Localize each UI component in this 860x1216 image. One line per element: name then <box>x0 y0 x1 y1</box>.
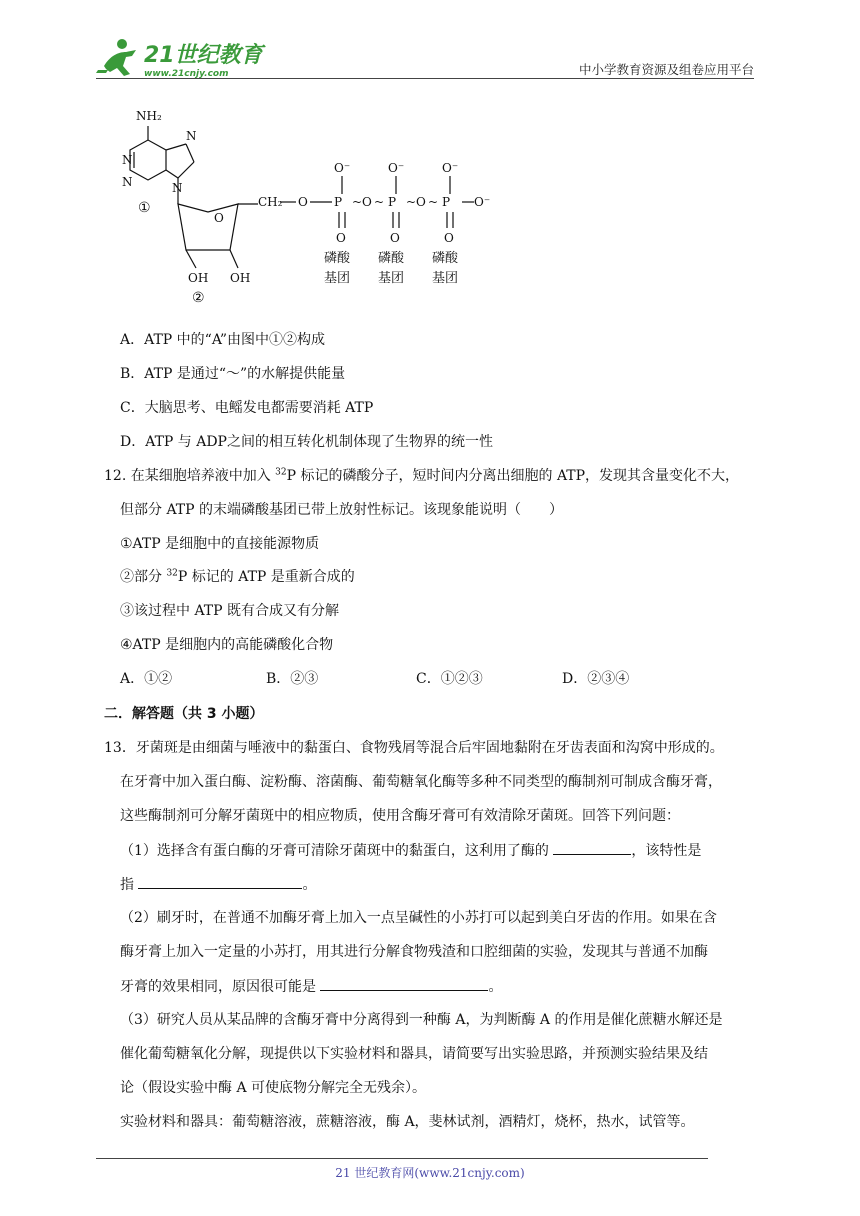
q12-statement-1: ①ATP 是细胞中的直接能源物质 <box>120 536 320 552</box>
q12-stem-line1: 12. 在某细胞培养液中加入 $^{32}$P 标记的磷酸分子，短时间内分离出细胞的 ATP，发现其含量变化不大， <box>104 467 740 484</box>
label-phosphate-1a: 磷酸 <box>324 251 351 266</box>
label-o-minus-2: O⁻ <box>388 161 405 175</box>
q11-option-d: D．ATP 与 ADP之间的相互转化机制体现了生物界的统一性 <box>120 434 493 450</box>
label-n1: N <box>122 153 133 167</box>
label-phosphate-3a: 磷酸 <box>432 251 459 266</box>
q12-stem-line2: 但部分 ATP 的末端磷酸基团已带上放射性标记。该现象能说明（ ） <box>120 502 564 518</box>
q12-option-b: B．②③ <box>266 671 319 687</box>
q12-option-d: D．②③④ <box>562 671 630 687</box>
label-n3: N <box>122 175 133 189</box>
label-tilde-1: ~ <box>352 195 363 209</box>
q13-part3-line1: （3）研究人员从某品牌的含酶牙膏中分离得到一种酶 A，为判断酶 A 的作用是催化蔗糖水解还是 <box>120 1012 723 1028</box>
q13-part3-line3: 论（假设实验中酶 A 可使底物分解完全无残余）。 <box>120 1080 427 1096</box>
label-o-double-3: O <box>444 231 454 245</box>
site-logo <box>96 36 266 80</box>
footer-divider <box>96 1158 708 1159</box>
label-phosphate-3b: 基团 <box>432 271 459 286</box>
q13-stem-line2: 在牙膏中加入蛋白酶、淀粉酶、溶菌酶、葡萄糖氧化酶等多种不同类型的酶制剂可制成含酶牙膏， <box>120 774 722 790</box>
label-o-minus-end: O⁻ <box>474 195 491 209</box>
label-o-double-1: O <box>336 231 346 245</box>
label-tilde-4: ~ <box>428 195 439 209</box>
answer-blank-3[interactable] <box>320 976 488 991</box>
label-ch2: CH₂ <box>258 195 283 209</box>
q12-statement-2: ②部分 $^{32}$P 标记的 ATP 是重新合成的 <box>120 568 355 585</box>
q12-statement-3: ③该过程中 ATP 既有合成又有分解 <box>120 603 340 619</box>
footer-site[interactable]: 21 世纪教育网(www.21cnjy.com) <box>335 1166 525 1180</box>
atp-structure-diagram <box>112 100 512 320</box>
q11-option-b: B．ATP 是通过“～”的水解提供能量 <box>120 366 346 382</box>
logo-text: 21世纪教育 <box>144 43 263 68</box>
label-tilde-3: ~ <box>406 195 417 209</box>
label-p2: P <box>388 195 397 209</box>
label-o-bridge-2: O <box>416 195 426 209</box>
q13-part1-line2: 指 。 <box>120 874 316 895</box>
label-oh-left: OH <box>188 271 209 285</box>
label-nh2: NH₂ <box>136 109 162 123</box>
q13-stem-line3: 这些酶制剂可分解牙菌斑中的相应物质，使用含酶牙膏可有效清除牙菌斑。回答下列问题： <box>120 808 680 824</box>
answer-blank-2[interactable] <box>138 874 302 889</box>
label-n9: N <box>172 181 183 195</box>
q11-option-c: C．大脑思考、电鳐发电都需要消耗 ATP <box>120 400 374 416</box>
q13-part1-line1: （1）选择含有蛋白酶的牙膏可清除牙菌斑中的黏蛋白，这利用了酶的 ，该特性是 <box>120 840 701 861</box>
label-2: ② <box>192 290 205 306</box>
q13-part2-line2: 酶牙膏上加入一定量的小苏打，用其进行分解食物残渣和口腔细菌的实验，发现其与普通不加酶 <box>120 944 708 960</box>
q12-statement-4: ④ATP 是细胞内的高能磷酸化合物 <box>120 637 334 653</box>
label-p3: P <box>442 195 451 209</box>
logo-url: www.21cnjy.com <box>144 69 229 79</box>
label-1: ① <box>138 200 151 216</box>
answer-blank-1[interactable] <box>553 840 631 855</box>
q13-part2-line3: 牙膏的效果相同，原因很可能是 。 <box>120 976 502 997</box>
label-oh-right: OH <box>230 271 251 285</box>
label-phosphate-2b: 基团 <box>378 271 405 286</box>
label-p1: P <box>334 195 343 209</box>
q13-materials: 实验材料和器具：葡萄糖溶液，蔗糖溶液，酶 A，斐林试剂，酒精灯，烧杯，热水，试管等。 <box>120 1114 695 1130</box>
label-tilde-2: ~ <box>374 195 385 209</box>
label-n7: N <box>186 129 197 143</box>
q13-stem-line1: 13．牙菌斑是由细菌与唾液中的黏蛋白、食物残屑等混合后牢固地黏附在牙齿表面和沟窝中形成的。 <box>104 740 724 756</box>
label-o-minus-1: O⁻ <box>334 161 351 175</box>
q12-option-c: C．①②③ <box>416 671 483 687</box>
q13-part2-line1: （2）刷牙时，在普通不加酶牙膏上加入一点呈碱性的小苏打可以起到美白牙齿的作用。如果在含 <box>120 910 717 926</box>
label-o-minus-3: O⁻ <box>442 161 459 175</box>
label-o-bridge-0: O <box>298 195 308 209</box>
q12-option-a: A．①② <box>120 671 173 687</box>
label-phosphate-2a: 磷酸 <box>378 251 405 266</box>
label-phosphate-1b: 基团 <box>324 271 351 286</box>
section-heading: 二．解答题（共 3 小题） <box>104 706 264 722</box>
header-divider <box>96 78 754 79</box>
label-o-double-2: O <box>390 231 400 245</box>
q13-part3-line2: 催化葡萄糖氧化分解，现提供以下实验材料和器具，请简要写出实验思路，并预测实验结果及结 <box>120 1046 708 1062</box>
q11-option-a: A．ATP 中的“A”由图中①②构成 <box>120 332 326 348</box>
label-ring-o: O <box>214 211 224 225</box>
header-platform-text: 中小学教育资源及组卷应用平台 <box>578 62 754 77</box>
label-o-bridge-1: O <box>362 195 372 209</box>
